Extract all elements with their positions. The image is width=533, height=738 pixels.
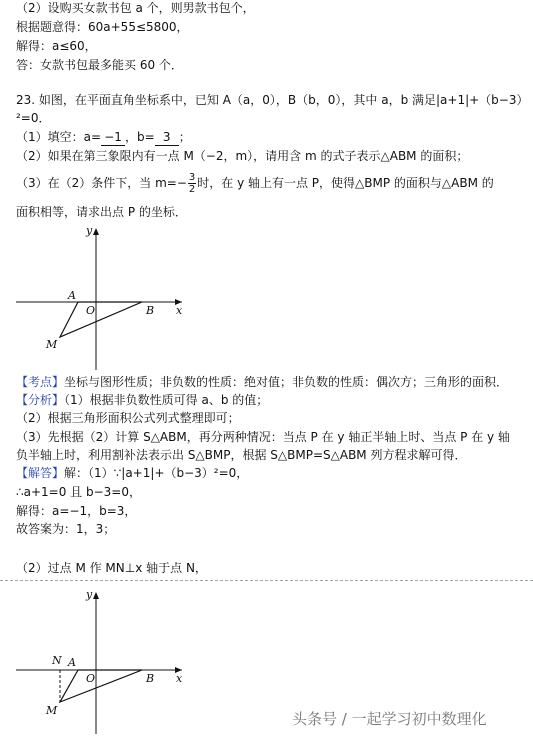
analysis-line-3: （3）先根据（2）计算 S△ABM，再分两种情况：当点 P 在 y 轴正半轴上时、当点 P 在 y 轴 xyxy=(16,430,510,444)
analysis-tag: 【分析】 xyxy=(16,393,65,407)
solution-line-2: ∴a+1=0 且 b−3=0， xyxy=(16,485,141,499)
analysis-text-1: （1）根据非负数性质可得 a、b 的值； xyxy=(64,393,269,407)
solution-line-1 xyxy=(16,465,248,481)
fraction-denominator: 2 xyxy=(188,184,196,195)
fraction-numerator: 3 xyxy=(188,172,196,183)
solution-tag: 【解答】 xyxy=(16,466,65,480)
analysis-line-4: 负半轴上时，利用割补法表示出 S△BMP，根据 S△BMP=S△ABM 列方程求解可得． xyxy=(16,448,467,462)
q23-part-1-mid: ，b= xyxy=(125,130,155,144)
answer-b-blank: 3 xyxy=(155,129,179,146)
key-points-text: 坐标与图形性质；非负数的性质：绝对值；非负数的性质：偶次方；三角形的面积． xyxy=(64,375,509,389)
y-axis-label: y xyxy=(86,224,93,237)
q23-line-2: ²=0． xyxy=(16,111,51,125)
point-a-label: A xyxy=(68,289,76,302)
answer-a-blank: −1 xyxy=(101,129,125,146)
y-axis-arrow xyxy=(93,592,99,599)
point-n-label: N xyxy=(52,654,62,667)
top-line-4: 答：女款书包最多能买 60 个． xyxy=(16,58,183,72)
origin-label: O xyxy=(86,304,96,317)
analysis-line-1 xyxy=(16,392,268,408)
figure-2-coordinate-plane xyxy=(0,586,200,736)
solution-line-3: 解得：a=−1，b=3， xyxy=(16,504,137,518)
q23-part-3-suffix: 时，在 y 轴上有一点 P，使得△BMP 的面积与△ABM 的 xyxy=(197,176,494,190)
triangle-abm xyxy=(60,670,142,702)
analysis-line-2: （2）根据三角形面积公式列式整理即可； xyxy=(16,411,240,425)
key-points xyxy=(16,374,508,390)
q23-part-3 xyxy=(16,172,494,195)
q23-part-3-line-2: 面积相等，请求出点 P 的坐标． xyxy=(16,205,187,219)
solution-part-2: （2）过点 M 作 MN⊥x 轴于点 N， xyxy=(16,561,207,575)
top-line-2: 根据题意得：60a+55≤5800， xyxy=(16,20,189,34)
watermark-text: 头条号 / 一起学习初中数理化 xyxy=(292,710,487,728)
point-b-label: B xyxy=(146,672,155,685)
origin-label: O xyxy=(86,672,96,685)
fraction-three-halves xyxy=(188,172,196,195)
solution-line-4: 故答案为：1，3； xyxy=(16,522,116,536)
x-axis-label: x xyxy=(176,304,183,317)
point-m-label: M xyxy=(46,704,58,717)
top-line-1: （2）设购买女款书包 a 个，则男款书包个， xyxy=(16,1,255,15)
point-a-label: A xyxy=(68,656,76,669)
key-points-tag: 【考点】 xyxy=(16,375,65,389)
q23-part-1 xyxy=(16,129,191,146)
triangle-abm xyxy=(60,302,142,337)
top-line-3: 解得：a≤60， xyxy=(16,39,97,53)
q23-line-1: 23. 如图，在平面直角坐标系中，已知 A（a，0），B（b，0），其中 a，b 满足|a+1|+（b−3） xyxy=(16,93,529,107)
q23-part-1-end: ； xyxy=(178,130,191,144)
figure-1-coordinate-plane xyxy=(0,222,200,372)
solution-text-1: 解：（1）∵|a+1|+（b−3）²=0， xyxy=(64,466,249,480)
point-m-label: M xyxy=(46,338,58,351)
y-axis-arrow xyxy=(93,228,99,235)
point-b-label: B xyxy=(146,304,155,317)
x-axis-label: x xyxy=(176,672,183,685)
q23-part-1-prefix: （1）填空：a= xyxy=(16,130,102,144)
y-axis-label: y xyxy=(86,588,93,601)
q23-part-2: （2）如果在第三象限内有一点 M（−2，m），请用含 m 的式子表示△ABM 的面积； xyxy=(16,149,469,163)
q23-part-3-prefix: （3）在（2）条件下，当 m=− xyxy=(16,176,187,190)
page-divider xyxy=(0,580,533,581)
